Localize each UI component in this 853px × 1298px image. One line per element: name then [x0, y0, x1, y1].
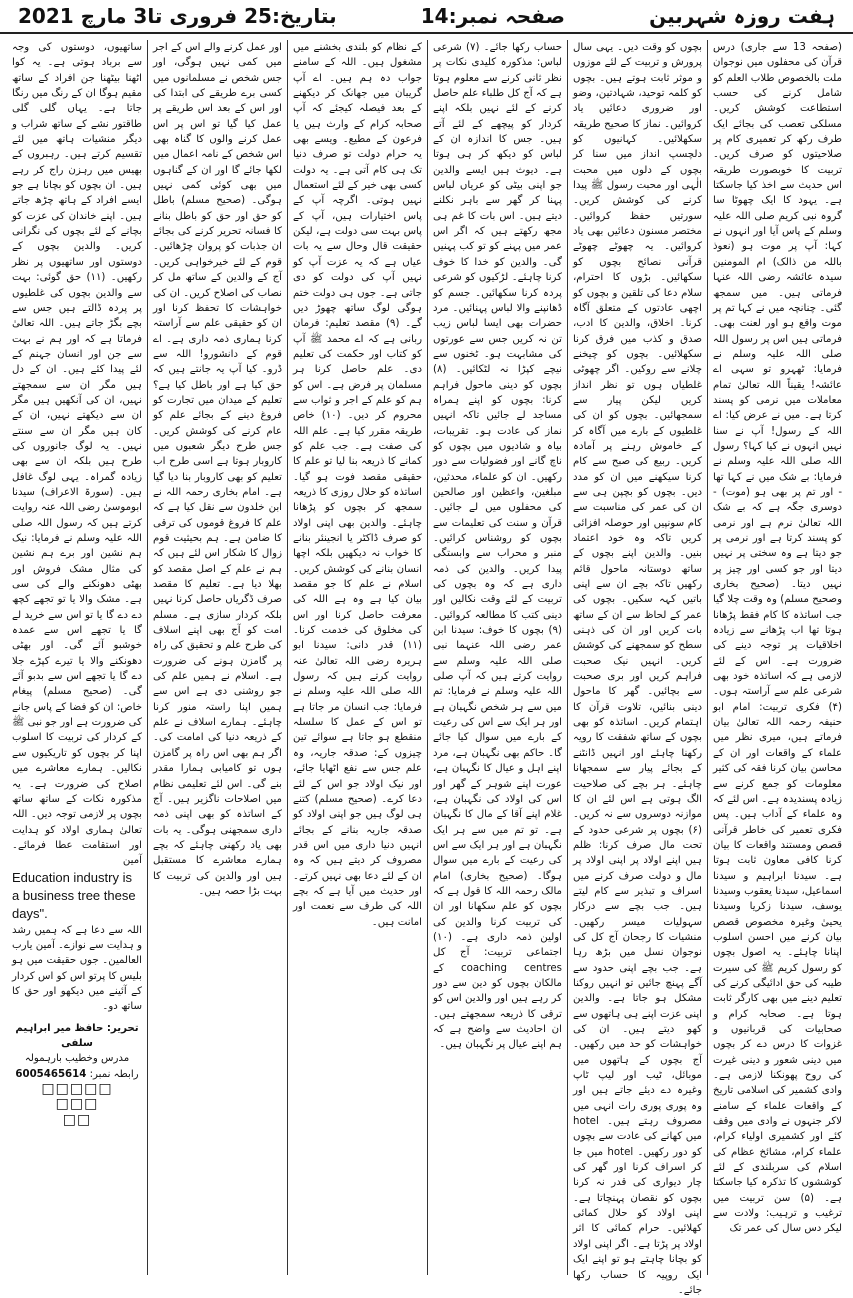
column-5-text: اور عمل کرنے والے اس کے اجر میں کمی نہیں ہوگی، اور جس شخص نے مسلمانوں میں کسی برے طریقے کی ابتدا کی اور اس کے بعد اس طریقے پر عمل کیا گیا تو اس پر اس عمل کرنے والوں کا گناہ بھی اس شخص کے نامہ اعمال میں لکھا جائے گا اور ان کے گناہوں میں بھی کوئی کمی نہیں ہوگی۔ (صحیح مسلم) باطل کو حق اور حق کو باطل بنانے کا فسانہ تحریر کرنے کی بجائے ان جذبات کو پروان چڑھائیں۔ قوم کے لئے خیرخواہی کریں۔ آج کے والدین کے ساتھ مل کر نصاب کی اصلاح کریں۔ ان کی خواہشات کا تحفظ کرنا اور ان کو حقیقی علم سے آراستہ کرنا ہماری ذمہ داری ہے۔ اے قوم کے دانشورو! اللہ سے ڈرو۔ کیا آپ یہ جانتے ہیں کہ حق کیا ہے اور باطل کیا ہے؟ تعلیم کے میدان میں تجارت کو فروغ دینے کے بجائے علم کو عام کرنے کی کوشش کریں۔ جس طرح دیگر شعبوں میں کاروبار ہوتا ہے اسی طرح اب تعلیم کو بھی کاروبار بنا دیا گیا ہے۔ امام بخاری رحمہ اللہ نے ابن خلدون سے نقل کیا ہے کہ علم کا فروغ قوموں کی ترقی کا ضامن ہے۔ ہم بحیثیت قوم زوال کا شکار اس لئے ہیں کہ ہم نے علم کے اصل مقصد کو بھلا دیا ہے۔ تعلیم کا مقصد صرف ڈگریاں حاصل کرنا نہیں بلکہ کردار سازی ہے۔ مسلم امت کو آج بھی اپنے اسلاف کی طرح علم و تحقیق کی راہ پر گامزن ہونے کی ضرورت ہے۔ اسلام نے ہمیں علم کی جو روشنی دی ہے اس سے ہمیں اپنا راستہ منور کرنا چاہئے۔ ہمارے اسلاف نے علم کے ذریعہ دنیا کی امامت کی۔ اگر ہم بھی اس راہ پر گامزن ہوں تو کامیابی ہمارا مقدر بنے گی۔ اس لئے تعلیمی نظام میں اصلاحات ناگزیر ہیں۔ آج کے اساتذہ کو بھی اپنی ذمہ داری سمجھنی ہوگی۔ یہ بات بھی یاد رکھنی چاہئے کہ بچے ہمارے معاشرے کا مستقبل ہیں اور والدین کی تربیت کا بہت بڑا حصہ ہیں۔	[153, 42, 282, 897]
issue-date: بتاریخ:25 فروری تا3 مارچ 2021	[18, 4, 337, 28]
separator-boxes-3: □□	[62, 1111, 92, 1128]
article-column-1	[707, 40, 847, 1275]
author-byline: تحریر: حافظ میر ابراہیم سلفی	[15, 1022, 139, 1049]
separator-boxes-2: □□□	[55, 1096, 99, 1113]
article-column-6	[7, 40, 147, 1275]
column-3-text: حساب رکھا جائے۔ (۷) شرعی لباس: مذکورہ کلیدی نکات پر نظر ثانی کرنے سے معلوم ہوتا ہے کہ آج کل طلباء علم حاصل کرنے کے لئے نہیں بلکہ اپنے کردار کو پیچھے کے لئے آتے ہیں۔ جس کا اندازہ ان کے لباس کو دیکھ کر ہی ہوتا ہے۔ دیوث ہیں ایسے والدین جو اپنی بیٹی کو عریاں لباس پہنا کر گھر سے باہر نکلنے دیتے ہیں۔ اس بات کا غم ہی مجھ رکھتے ہیں کہ اگر اس عمر میں پہنے کو تو کب پہنیں گی۔ والدین کو خدا کا خوف کرنا چاہئے۔ لڑکیوں کو شرعی پردہ کرنا سکھائیں۔ جسم کو ڈھانپنے والا لباس پہنائیں۔ مرد حضرات بھی ایسا لباس زیب تن نہ کریں جس سے عورتوں کی مشابہت ہو۔ ٹخنوں سے نیچے کپڑا نہ لٹکائیں۔ (۸) بچوں کو دینی ماحول فراہم کرنا: بچوں کو اپنے ہمراہ مساجد لے جائیں تاکہ انہیں نماز کی عادت ہو۔ تقریبات، بیاہ و شادیوں میں بچوں کو ناچ گانے اور فضولیات سے دور رکھیں۔ ان کو علماء، محدثین، مبلغین، واعظین اور صالحین کی محفلوں میں لے جائیں۔ قرآن و سنت کی تعلیمات سے بچوں کو روشناس کرائیں۔ منبر و محراب سے وابستگی پیدا کریں۔ والدین کی ذمہ داری ہے کہ وہ بچوں کی تربیت کے لئے وقت نکالیں اور دینی کتب کا مطالعہ کروائیں۔ (۹) بچوں کا خوف: سیدنا ابن عمر رضی اللہ عنہما نبی صلی اللہ علیہ وسلم سے روایت کرتے ہیں کہ آپ صلی اللہ علیہ وسلم نے فرمایا: تم میں سے ہر شخص نگہبان ہے اور ہر ایک سے اس کی رعیت کے بارے میں سوال کیا جائے گا۔ حاکم بھی نگہبان ہے، مرد اپنے اہل و عیال کا نگہبان ہے، عورت اپنے شوہر کے گھر اور اس کی اولاد کی نگہبان ہے، غلام اپنے آقا کے مال کا نگہبان ہے۔ تو تم میں سے ہر ایک نگہبان ہے اور ہر ایک سے اس کی رعیت کے بارے میں سوال ہوگا۔ (صحیح بخاری) امام مالک رحمہ اللہ کا قول ہے کہ بچوں کو علم سکھانا اور ان کی تربیت کرنا والدین کی اولین ذمہ داری ہے۔ (۱۰) اجتماعی تربیت: آج کل coaching centres کے مالکان بچوں کو دین سے دور کر رہے ہیں اور والدین اس کو ترقی کا ذریعہ سمجھتے ہیں۔ ان احادیث سے واضح ہے کہ ہم اپنے عیال پر نگہبان ہیں۔	[433, 42, 562, 1051]
separator-boxes-1: □□□□□	[41, 1081, 113, 1097]
column-2-text: بچوں کو وقت دیں۔ یہی سال پرورش و تربیت کے لئے موزوں و موثر ثابت ہوتے ہیں۔ بچوں کو کلمہ توحید، شہادتین، وضو اور ضروری دعائیں یاد کروائیں۔ نماز کا صحیح طریقہ سکھلائیں۔ کہانیوں کو دلچسپ انداز میں سنا کر بچوں کے دلوں میں محبت الٰہی اور محبت رسول ﷺ پیدا کرنے کی کوشش کریں۔ سورتیں حفظ کروائیں۔ مختصر مسنون دعائیں بھی یاد کروائیں۔ یہ چھوٹے چھوٹے قرآنی نصائح بچوں کو سکھائیں۔ بڑوں کا احترام، سلام دعا کی تلقین و بچوں کو اچھی عادتوں کے متعلق آگاہ کرنا۔ اخلاق، والدین کا ادب، صدق و کذب میں فرق کرنا سکھلائیں۔ بچوں کو چیخنے چلانے سے روکیں۔ اگر چھوٹی غلطیاں ہوں تو نظر انداز کریں لیکن پیار سے سمجھائیں۔ بچوں کو ان کی غلطیوں کے بارے میں آگاہ کر کے خاموش رہنے پر آمادہ کریں۔ ربیع کی صبح سے کام کرنا سیکھنے میں ان کو مدد دیں۔ بچوں کو بچپن ہی سے ان کی عمر کی مناسبت سے کام سونپیں اور حوصلہ افزائی کریں تاکہ وہ خود اعتماد بنیں۔ والدین اپنے بچوں کے ساتھ دوستانہ ماحول قائم رکھیں تاکہ بچے ان سے اپنی باتیں کہہ سکیں۔ بچوں کی عمر کے لحاظ سے ان کے ساتھ بات کریں اور ان کی ذہنی سطح کو سمجھنے کی کوشش کریں۔ انہیں نیک صحبت فراہم کریں اور بری صحبت سے بچائیں۔ گھر کا ماحول دینی بنائیں، تلاوت قرآن کا اہتمام کریں۔ اساتذہ کو بھی بچوں کے ساتھ شفقت کا رویہ رکھنا چاہئے اور انہیں ڈانٹنے کے بجائے پیار سے سمجھانا چاہئے۔ ہر بچے کی صلاحیت الگ ہوتی ہے اس لئے ان کا موازنہ دوسروں سے نہ کریں۔ (۶) بچوں پر شرعی حدود کے تحت مال صرف کرنا: ظلم ہیں اپنے اولاد پر اپنی اولاد پر مال و دولت صرف کرنے میں اسراف و تبذیر سے کام لیتے ہیں۔ جب بچے سے درکار سہولیات میسر رکھیں۔ منشیات کا رجحان آج کل کی نوجوان نسل میں بڑھ رہا ہے۔ جب بچے اپنی حدود سے آگے پہنچ جائیں تو انہیں روکنا مشکل ہو جاتا ہے۔ والدین اپنی عزت اپنے ہی ہاتھوں سے کھو دیتے ہیں۔ ان کی خواہشات کو حد میں رکھیں۔ آج بچوں کے ہاتھوں میں موبائل، ٹیب اور لیپ ٹاپ وغیرہ دے دیئے جاتے ہیں اور وہ پوری پوری رات انہی میں مصروف رہتے ہیں۔ hotel میں کھانے کی عادت سے بچوں کو دور رکھیں۔ hotel میں جا کر اسراف کرنا اور گھر کی چار دیواری کی قدر نہ کرنا بچوں کو نقصان پہنچاتا ہے۔ اپنی اولاد کو حلال کمائی کھلائیں۔ حرام کمائی کا اثر اولاد پر پڑتا ہے۔ اگر اپنی اولاد کو بچانا چاہتے ہو تو اپنے ایک ایک روپیہ کا حساب رکھا جائے۔	[573, 42, 702, 1296]
contact-line	[12, 1067, 142, 1082]
page-number: صفحہ نمبر:14	[420, 4, 565, 28]
author-title: مدرس وخطیب بارہمولہ	[24, 1053, 130, 1065]
newspaper-name: ہفت روزہ شہربین	[649, 4, 835, 28]
contact-number: 6005465614	[15, 1068, 87, 1080]
article-columns	[6, 40, 847, 1296]
closing-prayer: اللہ سے دعا ہے کہ ہمیں رشد و ہدایت سے نوازے۔ آمین یارب العالمین۔ جوں حقیقت میں ہو بلیس کا پرتو اس کو اس کردار کے آئینے میں دیکھو اور حق کا ساتھ دو۔	[12, 924, 142, 1013]
column-1-text: (صفحہ 13 سے جاری) درس قرآن کی محفلوں میں نوجوان ملت بالخصوص طلاب العلم کو شامل کرنے کی حسب استطاعت کوشش کریں۔ مسلکی تعصب کی بجائے ایک طرف رکھ کر تعمیری کام پر صلاحیتوں کو صرف کریں۔ تربیت کا خوبصورت طریقہ اس حدیث سے اخذ کیا جاسکتا ہے۔ یہود کا ایک چھوٹا سا گروہ نبی کریم صلی اللہ علیہ وسلم کے پاس آیا اور انہوں نے کہا: آپ پر موت ہو (نعوذ باللہ من ذالک) ام المومنین سیدہ عائشہ رضی اللہ عنہا فرماتی ہیں۔ میں سمجھ گئی۔ چنانچہ میں نے کہا تم پر موت واقع ہو اور لعنت بھی۔ فرماتی ہیں اس پر رسول اللہ صلی اللہ علیہ وسلم نے فرمایا: ٹھہرو تو سہی اے عائشہ! یقیناً اللہ تعالیٰ تمام معاملات میں نرمی کو پسند کرتا ہے۔ میں نے عرض کیا: اے اللہ کے رسول! آپ نے سنا نہیں انہوں نے کیا کہا؟ رسول اللہ صلی اللہ علیہ وسلم نے فرمایا: بے شک میں نے کہا تھا - اور تم پر بھی ہو (موت) - دوسری جگہ ہے کہ بے شک اللہ تعالیٰ نرم ہے اور نرمی کو پسند کرتا ہے اور نرمی پر جو دیتا ہے وہ سختی پر نہیں دیتا اور جو کسی اور چیز پر نہیں دیتا۔ (صحیح بخاری وصحیح مسلم) وہ وقت چلا گیا جب اساتذہ کا کام فقط پڑھانا ہوتا تھا اب پڑھانے سے زیادہ اخلاقیات پر توجہ دینے کی ضرورت ہے۔ اس کے لئے لازمی ہے کہ اساتذہ خود بھی شرعی علم سے آراستہ ہوں۔ (۴) فکری تربیت: امام ابو حنیفہ رحمہ اللہ تعالیٰ بیان فرماتے ہیں، میری نظر میں علماء کے واقعات اور ان کے محاسن بیان کرنا فقہ کی کثیر معلومات کو جمع کرنے سے زیادہ پسندیدہ ہے۔ اس لئے کہ وہ علماء کے آداب ہیں۔ پس فکری تعمیر کی خاطر قرآنی قصص ومستند واقعات کا بیان کرنا کافی معاون ثابت ہوتا ہے۔ سیدنا ابراہیم و سیدنا اسماعیل، سیدنا یعقوب وسیدنا یوسف، سیدنا زکریا وسیدنا یحییٰ وغیرہ مخصوص قصص بیان کرنے میں احسن اسلوب اپنانا چاہئے۔ یہ اصول بچوں کو رسول کریم ﷺ کی سیرت طیبہ کی حق ادائیگی کرنے کی تعلیم دینے میں بھی کارگر ثابت ہوتا ہے۔ صحابہ کرام و صحابیات کی قربانیوں و غزوات کا درس دے کر بچوں میں دینی شعور و دینی غیرت کی روح پھونکنا لازمی ہے۔ وادی کشمیر کی اسلامی تاریخ کے واقعات علماء کے سامنے لاکر جنہوں نے وادی میں وقف کئے اور کشمیری اولیاء کرام، علماء کرام، مشائخ عظام کی اسلام کی سربلندی کے لئے کوششوں کا تذکرہ کیا جاسکتا ہے۔ (۵) سن تربیت میں ترغیب و ترہیب: ولادت سے لیکر دس سال کی عمر تک	[713, 42, 843, 1235]
article-column-2	[567, 40, 707, 1296]
contact-label: رابطہ نمبر:	[89, 1068, 139, 1080]
article-column-4	[287, 40, 427, 1275]
author-block	[12, 1021, 142, 1128]
article-column-3	[427, 40, 567, 1275]
page-header	[0, 0, 853, 34]
english-quote: Education industry is a business tree these days".	[12, 869, 136, 921]
column-4-text: کے نظام کو بلندی بخشنے میں مشغول ہیں۔ اللہ کے سامنے جواب دہ ہم ہیں۔ اے آپ گریبان میں جھانک کر دیکھنے کے بعد فیصلہ کیجئے کہ آپ صحابہ کرام کے وارث ہیں یا فرعون کے مطیع۔ ویسے بھی یہ حرام دولت تو صرف دنیا تک ہی کام آتی ہے۔ یہ دولت کسی بھی خیر کے لئے استعمال نہیں ہوتی۔ اگرچہ آپ کے پاس اختیارات ہیں، آپ کے پاس بہت سی دولت ہے، لیکن حقیقت قال وحال سے یہ بات عیاں ہے کہ یہ عزت آپ کو نہیں آپ کی دولت کو دی جاتی ہے۔ جوں ہی دولت ختم ہوگی لوگ ساتھ چھوڑ دیں گے۔ (۹) مقصد تعلیم: فرمان ربانی ہے کہ اے محمد ﷺ آپ کو کتاب اور حکمت کی تعلیم دی۔ علم حاصل کرنا ہر مسلمان پر فرض ہے۔ اس کو ہم کو علم کے اجر و ثواب سے محروم کر دیں۔ (۱۰) خاص طریقہ مقرر کیا ہے۔ علم اللہ کی صفت ہے۔ جب علم کو کمانے کا ذریعہ بنا لیا تو علم کا حقیقی مقصد فوت ہو گیا۔ اساتذہ کو حلال روزی کا ذریعہ سمجھ کر بچوں کو پڑھانا چاہئے۔ والدین بھی اپنی اولاد کو صرف ڈاکٹر یا انجینئر بنانے کا خواب نہ دیکھیں بلکہ اچھا انسان بنانے کی کوشش کریں۔ اسلام نے علم کا جو مقصد بیان کیا ہے وہ ہے اللہ کی معرفت حاصل کرنا اور اس کی مخلوق کی خدمت کرنا۔ (۱۱) قدر دانی: سیدنا ابو ہریرہ رضی اللہ تعالیٰ عنہ روایت کرتے ہیں کہ رسول اللہ صلی اللہ علیہ وسلم نے فرمایا: جب انسان مر جاتا ہے تو اس کے عمل کا سلسلہ منقطع ہو جاتا ہے سوائے تین چیزوں کے: صدقہ جاریہ، وہ علم جس سے نفع اٹھایا جائے، اور نیک اولاد جو اس کے لئے دعا کرے۔ (صحیح مسلم) کتنے ہی لوگ ہیں جو اپنی اولاد کو صدقہ جاریہ بنانے کے بجائے انہیں دنیا داری میں اس قدر مصروف کر دیتے ہیں کہ وہ ان کے لئے دعا بھی نہیں کرتے۔ اور حدیث میں آیا ہے کہ بچے اللہ کی طرف سے نعمت اور امانت ہیں۔	[293, 42, 423, 928]
column-6-text: ساتھیوں، دوستوں کی وجہ سے برباد ہوتی ہے۔ یہ کوا اٹھنا بیٹھنا جن افراد کے ساتھ مقیم ہوگا ان کے رنگ میں رنگا جاتا ہے۔ یہاں گلی گلی طاقتور نشے کے ساتھ شراب و دیگر منشیات ہاتھ میں لئے تقسیم کرتے ہیں۔ رہبروں کے بھیس میں رہزن راج کر رہے ہیں۔ ان بچوں کو بچانا ہے جو ایسے افراد کے ہاتھ چڑھ جاتے ہیں۔ اپنے خاندان کی عزت کو بچانے کے لئے بچوں کی نگرانی کریں۔ والدین بچوں کے دوستوں اور ساتھیوں پر نظر رکھیں۔ (۱۱) حق گوئی: بہت سے والدین بچوں کی غلطیوں پر پردہ ڈالتے ہیں جس سے بچے بگڑ جاتے ہیں۔ اللہ تعالیٰ فرماتا ہے کہ اور ہم نے بہت سے جن اور انسان جہنم کے لئے پیدا کئے ہیں۔ ان کے دل ہیں مگر ان سے سمجھتے نہیں، ان کی آنکھیں ہیں مگر ان سے دیکھتے نہیں، ان کے کان ہیں مگر ان سے سنتے نہیں۔ یہ لوگ جانوروں کی طرح ہیں بلکہ ان سے بھی زیادہ گمراہ۔ یہی لوگ غافل ہیں۔ (سورۃ الاعراف) سیدنا ابوموسیٰ رضی اللہ عنہ روایت کرتے ہیں کہ رسول اللہ صلی اللہ علیہ وسلم نے فرمایا: نیک ہم نشین اور برے ہم نشین کی مثال مشک فروش اور بھٹی دھونکنے والے کی سی ہے۔ مشک والا یا تو تجھے کچھ دے دے گا یا تو اس سے خرید لے گا یا تجھے اس سے عمدہ خوشبو آئے گی۔ اور بھٹی دھونکنے والا یا تیرے کپڑے جلا دے گا یا تجھے اس سے بدبو آئے گی۔ (صحیح مسلم) پیغام خاص: ان کو فضا کے پاس جانے کی ضرورت ہے اور جو نبی ﷺ کے کردار کی تربیت کا اسلوب اپنا کر بچوں کو تاریکیوں سے نکالیں۔ ہمارے معاشرے میں اصلاح کی ضرورت ہے۔ یہ مذکورہ نکات کے ساتھ ساتھ بچوں پر لازمی توجہ دیں۔ اللہ تعالیٰ ہماری اولاد کو ہدایت اور استقامت عطا فرمائے۔ آمین	[12, 42, 142, 867]
article-column-5	[147, 40, 287, 1275]
